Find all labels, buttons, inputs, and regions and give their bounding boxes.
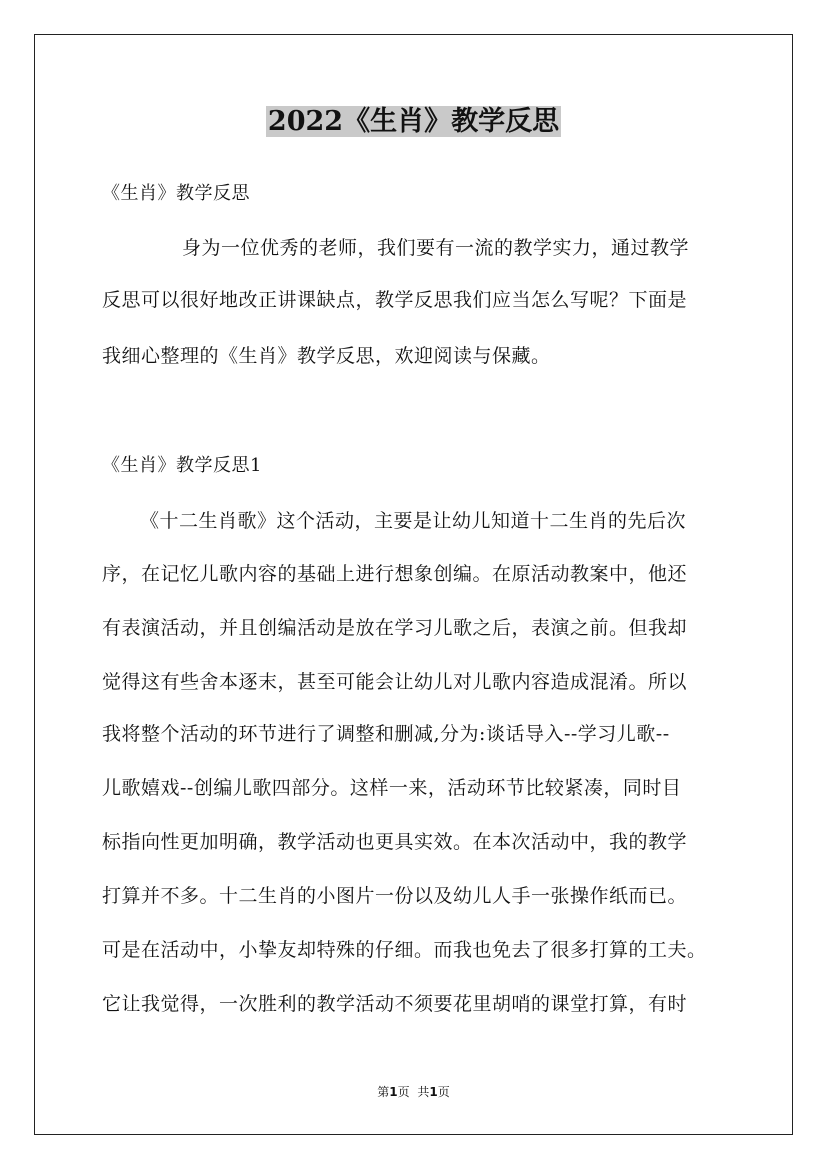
- document-title: [0, 102, 827, 142]
- section1-line-6: 儿歌嬉戏--创编儿歌四部分。这样一来，活动环节比较紧凑，同时目: [102, 777, 682, 799]
- section1-line-8: 打算并不多。十二生肖的小图片一份以及幼儿人手一张操作纸而已。: [102, 885, 688, 907]
- footer-page-number: 1: [389, 1085, 398, 1099]
- intro-heading: 《生肖》教学反思: [102, 183, 250, 204]
- intro-line-1: 身为一位优秀的老师，我们要有一流的教学实力，通过教学: [182, 237, 690, 259]
- section1-line-5: 我将整个活动的环节进行了调整和删减,分为:谈话导入--学习儿歌--: [102, 723, 670, 745]
- intro-line-3: 我细心整理的《生肖》教学反思，欢迎阅读与保藏。: [102, 345, 551, 367]
- section1-line-1: 《十二生肖歌》这个活动，主要是让幼儿知道十二生肖的先后次: [140, 510, 687, 532]
- page-footer: [0, 1084, 827, 1100]
- footer-total-prefix: 共: [417, 1085, 430, 1099]
- section1-line-7: 标指向性更加明确，教学活动也更具实效。在本次活动中，我的教学: [102, 831, 688, 853]
- document-title-text: 2022《生肖》教学反思: [267, 106, 560, 137]
- intro-line-2: 反思可以很好地改正讲课缺点，教学反思我们应当怎么写呢？下面是: [102, 289, 688, 311]
- section1-heading: 《生肖》教学反思1: [102, 455, 262, 476]
- section1-line-9: 可是在活动中，小挚友却特殊的仔细。而我也免去了很多打算的工夫。: [102, 939, 707, 961]
- section1-line-4: 觉得这有些舍本逐末，甚至可能会让幼儿对儿歌内容造成混淆。所以: [102, 671, 688, 693]
- section1-line-3: 有表演活动，并且创编活动是放在学习儿歌之后，表演之前。但我却: [102, 617, 688, 639]
- footer-total-suffix: 页: [437, 1085, 450, 1099]
- section1-line-2: 序，在记忆儿歌内容的基础上进行想象创编。在原活动教案中，他还: [102, 563, 688, 585]
- section1-line-10: 它让我觉得，一次胜利的教学活动不须要花里胡哨的课堂打算，有时: [102, 993, 688, 1015]
- footer-total-pages: 1: [429, 1085, 438, 1099]
- footer-prefix: 第: [377, 1085, 390, 1099]
- footer-page-suffix: 页: [397, 1085, 410, 1099]
